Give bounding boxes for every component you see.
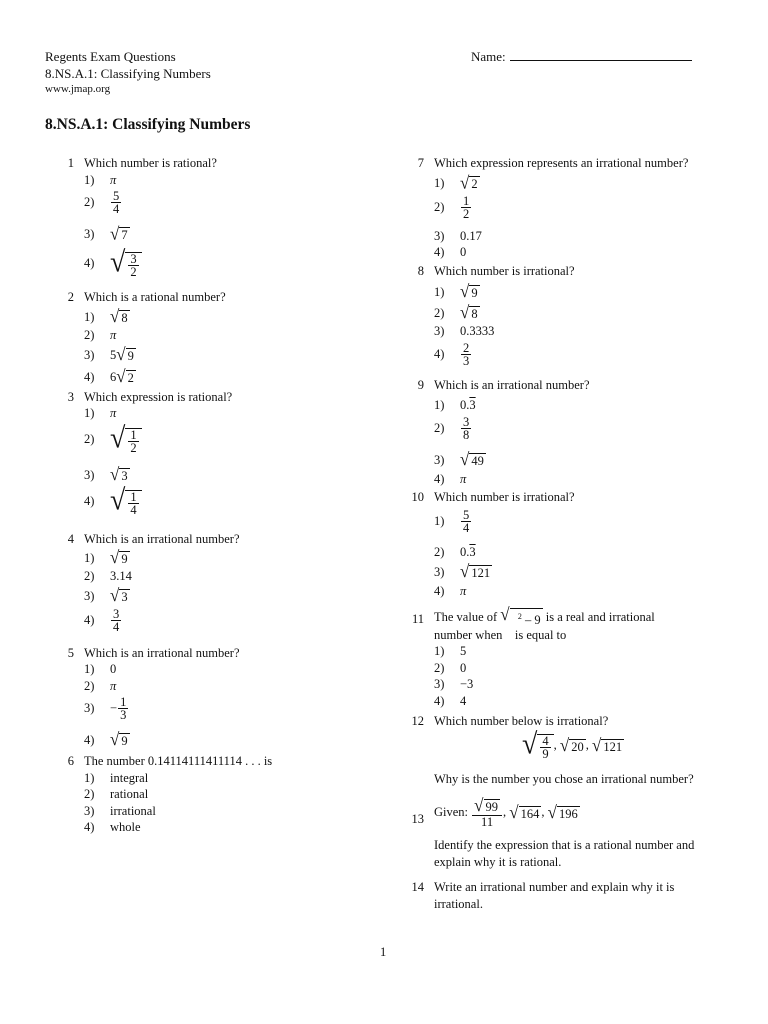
question-text: Which number below is irrational? — [434, 714, 609, 728]
answer-option[interactable]: 4) $\frac{2}{3}$ — [434, 341, 470, 368]
answer-option[interactable]: 4) π — [434, 472, 467, 486]
question-number: 2 — [67, 290, 74, 304]
question-text: Which is an irrational number? — [84, 532, 240, 546]
answer-option[interactable]: 3) √ 7 — [84, 223, 128, 244]
answer-option[interactable]: 4) $\frac{3}{4}$ — [84, 607, 120, 634]
answer-option[interactable]: 3) −3 — [434, 677, 474, 691]
question-text: Which number is irrational? — [434, 490, 575, 504]
question-number: 9 — [417, 378, 424, 392]
question-text: Which is an irrational number? — [84, 646, 240, 660]
question-text: Which expression represents an irrational number? — [434, 156, 689, 170]
expression-list: Given: √ 99 11 , √ 164 , √ 196 — [434, 795, 578, 829]
question-number: 7 — [417, 156, 424, 170]
answer-option[interactable]: 1) √ 2 — [434, 172, 478, 193]
question-number: 6 — [67, 754, 74, 768]
answer-option[interactable]: 3) 5 √ 9 — [84, 344, 134, 365]
answer-option[interactable]: 3) √ 3 — [84, 585, 128, 606]
answer-option[interactable]: 1) 5 — [434, 644, 467, 658]
answer-option[interactable]: 4) √ 9 — [84, 729, 128, 750]
question-number: 13 — [411, 812, 424, 826]
expression-list: √ $\frac{4}{9}$ , √ 20 , √ 121 — [522, 728, 623, 761]
answer-option[interactable]: 1) √ 9 — [434, 281, 478, 302]
name-label: Name: — [471, 49, 506, 64]
answer-option[interactable]: 2) $\frac{5}{4}$ — [84, 189, 120, 216]
answer-option[interactable]: 2) 0 — [434, 661, 467, 675]
question-text-cont: number when is equal to — [434, 628, 567, 642]
question-number: 1 — [67, 156, 74, 170]
question-text: Which number is rational? — [84, 156, 217, 170]
source-label: Regents Exam Questions — [45, 49, 176, 64]
question-text: Which is an irrational number? — [434, 378, 590, 392]
answer-option[interactable]: 3) √ 121 — [434, 561, 491, 582]
question-number: 14 — [411, 880, 424, 894]
answer-option[interactable]: 1) integral — [84, 771, 149, 785]
question-text-cont: Why is the number you chose an irrational number? — [434, 772, 694, 786]
page-number: 1 — [380, 945, 387, 959]
name-field[interactable] — [471, 48, 692, 65]
question-number: 8 — [417, 264, 424, 278]
answer-option[interactable]: 1) 0 — [84, 662, 117, 676]
answer-option[interactable]: 4) whole — [84, 820, 141, 834]
name-line[interactable] — [510, 48, 692, 61]
question-text: Identify the expression that is a rational number and — [434, 838, 695, 852]
answer-option[interactable]: 1) π — [84, 173, 117, 187]
answer-option[interactable]: 3) 0.17 — [434, 229, 482, 243]
answer-option[interactable]: 3) √ 3 — [84, 464, 128, 485]
answer-option[interactable]: 4) 4 — [434, 694, 467, 708]
question-number: 12 — [411, 714, 424, 728]
question-text: The value of √ $^2$ – 9 is a real and irrational — [434, 604, 655, 628]
question-number: 5 — [67, 646, 74, 660]
answer-option[interactable]: 4) √ $\frac{1}{4}$ — [84, 487, 142, 516]
page-title: 8.NS.A.1: Classifying Numbers — [45, 116, 251, 133]
question-text-cont: irrational. — [434, 897, 483, 911]
question-number: 4 — [67, 532, 74, 546]
question-text: Write an irrational number and explain why it is — [434, 880, 675, 894]
answer-option[interactable]: 2) rational — [84, 787, 149, 801]
answer-option[interactable]: 4) π — [434, 584, 467, 598]
answer-option[interactable]: 3) 0.3333 — [434, 324, 495, 338]
question-text: The number 0.14114111411114 . . . is — [84, 754, 273, 768]
answer-option[interactable]: 2) $\frac{1}{2}$ — [434, 194, 470, 221]
question-text-cont: explain why it is rational. — [434, 855, 562, 869]
answer-option[interactable]: 1) √ 9 — [84, 547, 128, 568]
answer-option[interactable]: 2) $\frac{3}{8}$ — [434, 415, 470, 442]
answer-option[interactable]: 4) 0 — [434, 245, 467, 259]
question-number: 3 — [67, 390, 74, 404]
answer-option[interactable]: 4) 6 √ 2 — [84, 366, 134, 387]
answer-option[interactable]: 2) √ 8 — [434, 302, 478, 323]
answer-option[interactable]: 2) 0. 3 — [434, 545, 476, 559]
question-number: 11 — [411, 612, 424, 626]
answer-option[interactable]: 1) √ 8 — [84, 306, 128, 327]
answer-option[interactable]: 2) 3.14 — [84, 569, 132, 583]
answer-option[interactable]: 1) π — [84, 406, 117, 420]
answer-option[interactable]: 3) − $\frac{1}{3}$ — [84, 695, 127, 722]
answer-option[interactable]: 2) π — [84, 679, 117, 693]
answer-option[interactable]: 1) $\frac{5}{4}$ — [434, 508, 470, 535]
website-label: www.jmap.org — [45, 83, 111, 95]
answer-option[interactable]: 3) √ 49 — [434, 449, 484, 470]
question-text: Which number is irrational? — [434, 264, 575, 278]
question-text: Which expression is rational? — [84, 390, 233, 404]
answer-option[interactable]: 2) √ $\frac{1}{2}$ — [84, 425, 142, 454]
standard-label: 8.NS.A.1: Classifying Numbers — [45, 66, 211, 81]
answer-option[interactable]: 4) √ $\frac{3}{2}$ — [84, 249, 142, 278]
answer-option[interactable]: 2) π — [84, 328, 117, 342]
answer-option[interactable]: 3) irrational — [84, 804, 156, 818]
answer-option[interactable]: 1) 0. 3 — [434, 398, 476, 412]
question-text: Which is a rational number? — [84, 290, 226, 304]
question-number: 10 — [411, 490, 424, 504]
